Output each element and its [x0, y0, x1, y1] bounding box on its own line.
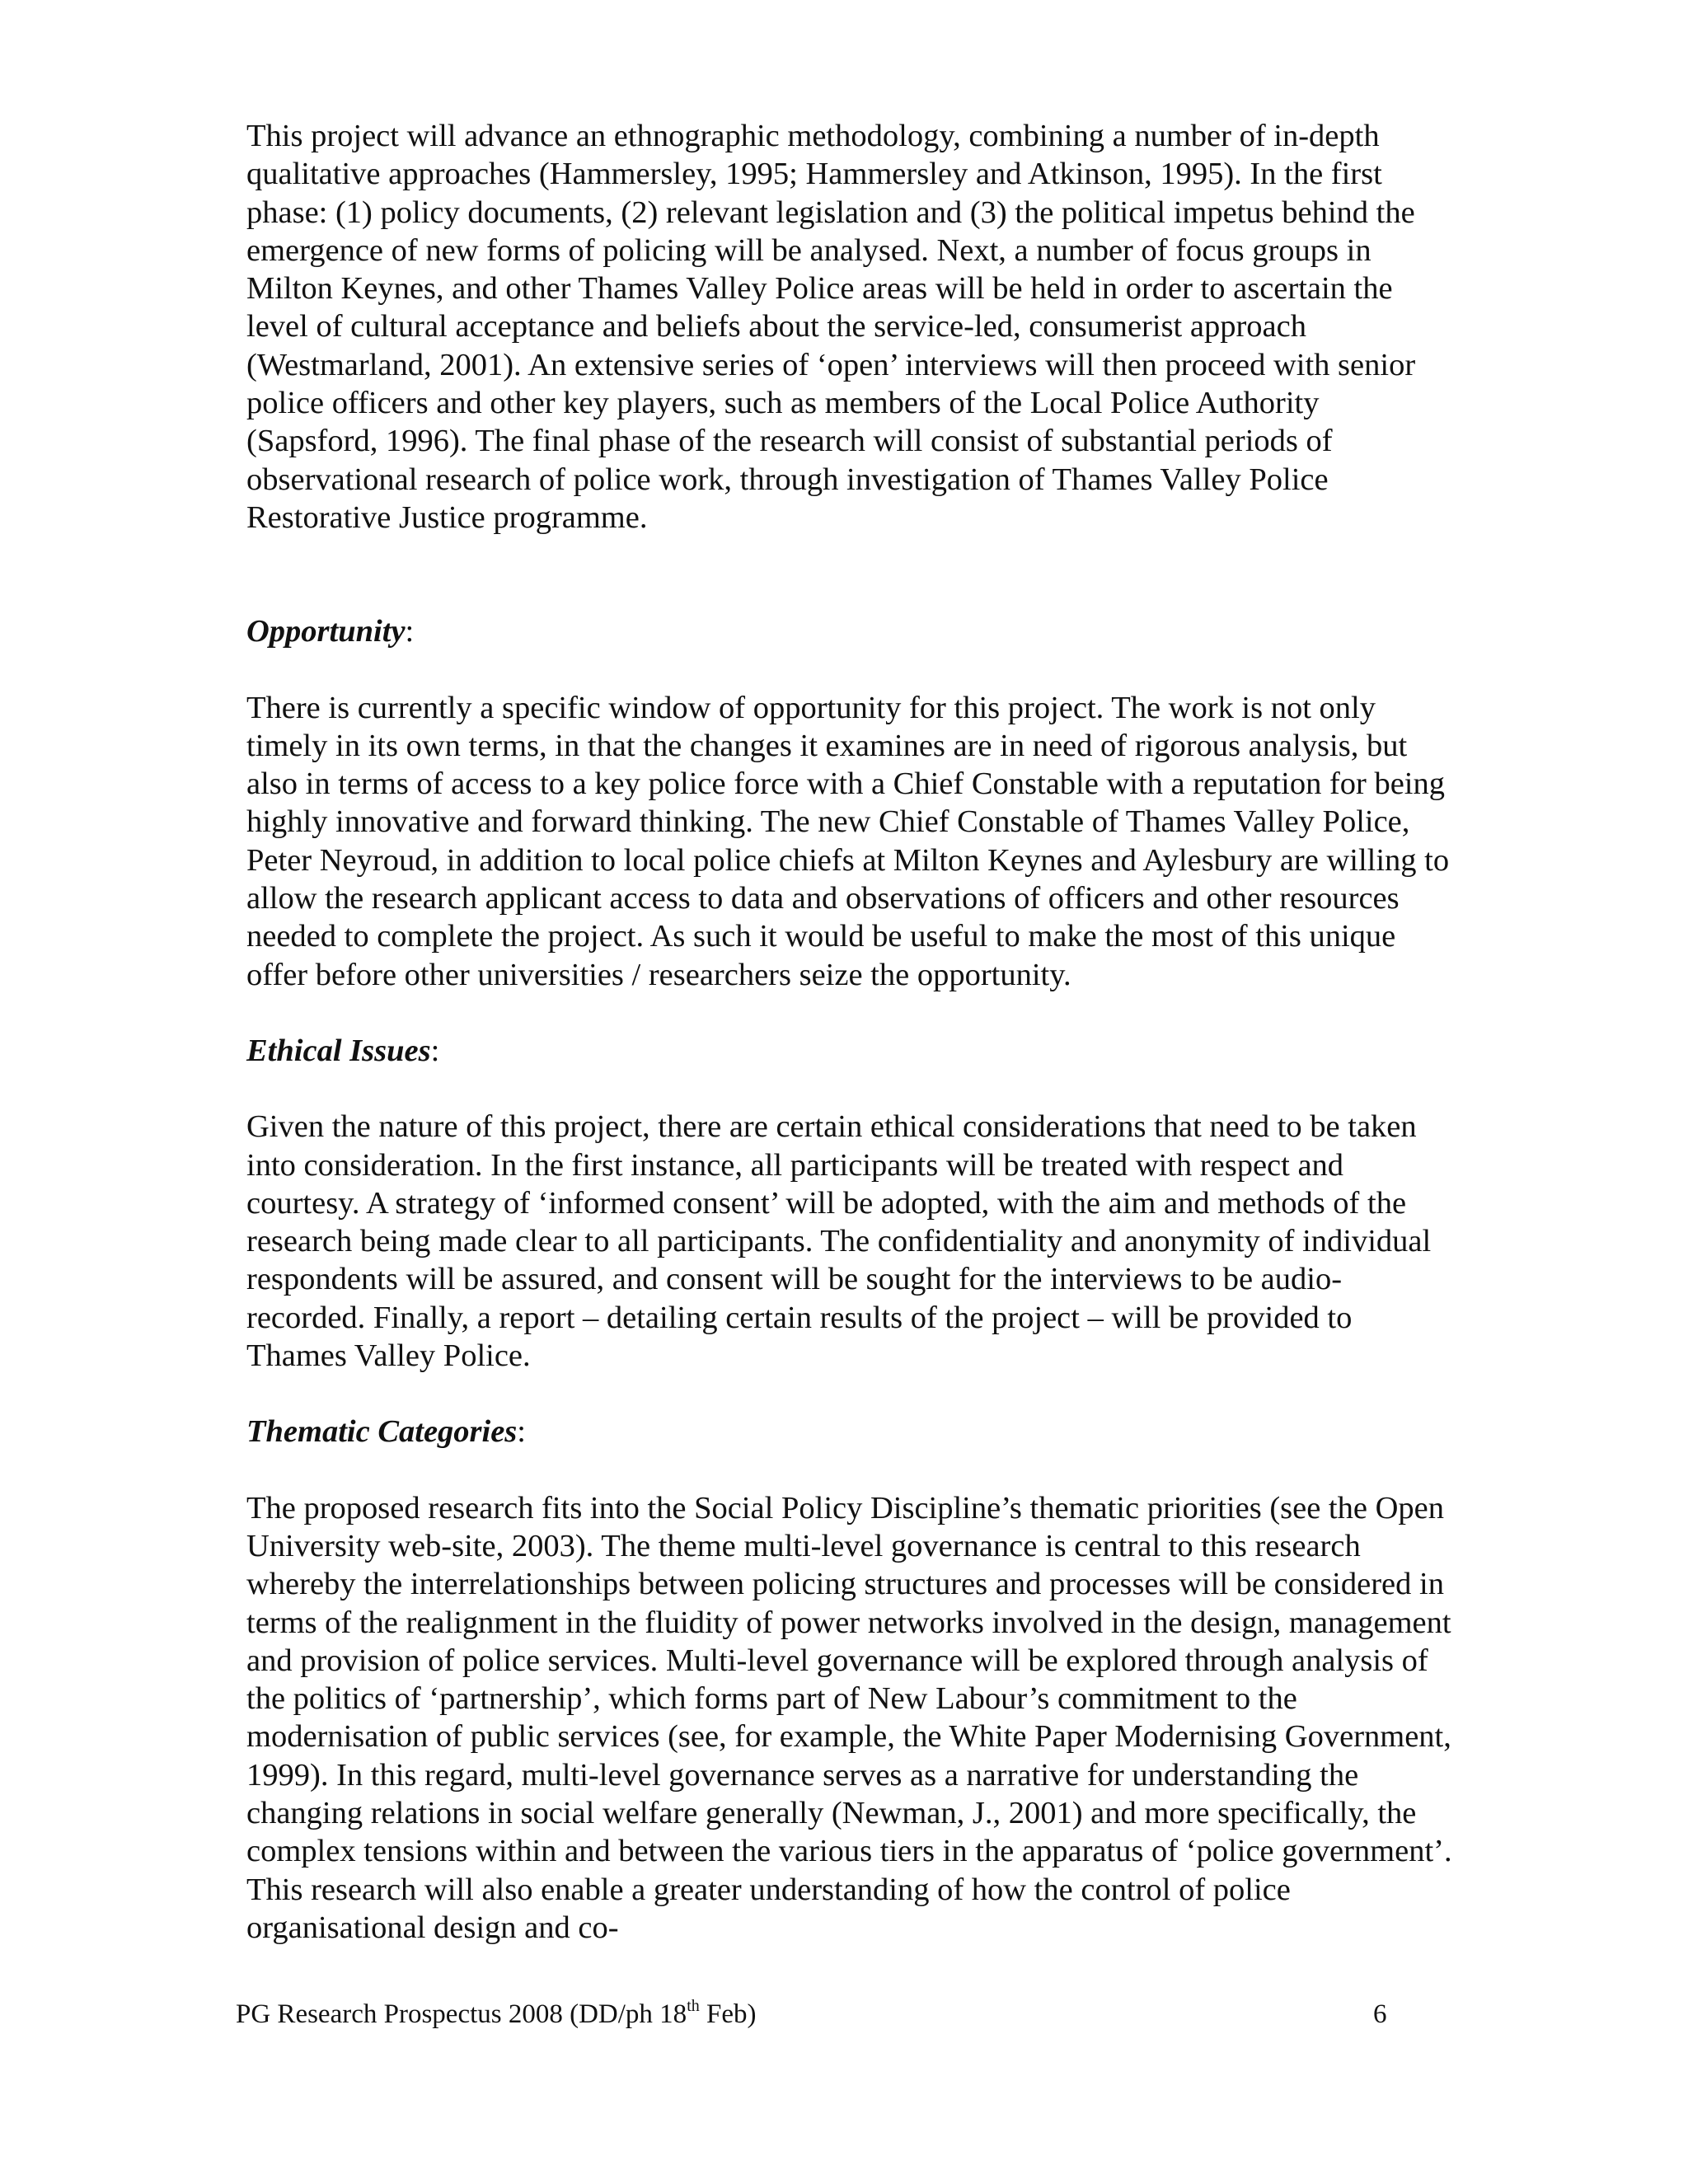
spacer: [246, 1451, 1458, 1489]
document-body: [246, 117, 1458, 1947]
section-heading-opportunity: [246, 612, 1458, 650]
section-heading-ethical-issues: [246, 1032, 1458, 1070]
footer-text-end: Feb): [699, 1999, 757, 2029]
section-heading-colon: :: [405, 614, 415, 649]
footer-text-start: PG Research Prospectus 2008 (DD/ph 18: [236, 1999, 687, 2029]
spacer: [246, 994, 1458, 1032]
section-heading-text: Thematic Categories: [246, 1414, 518, 1450]
section-heading-thematic-categories: [246, 1413, 1458, 1451]
spacer: [246, 1375, 1458, 1413]
section-heading-colon: :: [430, 1033, 440, 1068]
spacer: [246, 1070, 1458, 1108]
page-footer: [236, 1998, 1390, 2031]
spacer: [246, 537, 1458, 612]
section-heading-text: Ethical Issues: [246, 1033, 431, 1068]
section-heading-text: Opportunity: [246, 614, 406, 649]
page-number: 6: [1373, 1999, 1387, 2029]
spacer: [246, 651, 1458, 689]
section-heading-colon: :: [517, 1414, 526, 1450]
section-body-ethical-issues: Given the nature of this project, there are certain ethical considerations that need to be taken into consideration. In the first instance, all participants will be treated with respect and courtesy. A strategy of ‘informed consent’ will be adopted, with the aim and methods of the research being made clear to all participants. The confidentiality and anonymity of individual respondents will be assured, and consent will be sought for the interviews to be audio-recorded. Finally, a report – detailing certain results of the project – will be provided to Thames Valley Police.: [246, 1109, 1432, 1374]
footer-text: [236, 1999, 757, 2029]
section-body-opportunity: There is currently a specific window of opportunity for this project. The work is not only timely in its own terms, in that the changes it examines are in need of rigorous analysis, but also in terms of access to a key police force with a Chief Constable with a reputation for being highly innovative and forward thinking. The new Chief Constable of Thames Valley Police, Peter Neyroud, in addition to local police chiefs at Milton Keynes and Aylesbury are willing to allow the research applicant access to data and observations of officers and other resources needed to complete the project. As such it would be useful to make the most of this unique offer before other universities / researchers seize the opportunity.: [246, 690, 1450, 992]
footer-superscript: th: [687, 1997, 700, 2015]
section-body-thematic-categories: The proposed research fits into the Social Policy Discipline’s thematic priorities (see the Open University web-site, 2003). The theme multi-level governance is central to this research whereby the interrelationships between policing structures and processes will be considered in terms of the realignment in the fluidity of power networks involved in the design, management and provision of police services. Multi-level governance will be explored through analysis of the politics of ‘partnership’, which forms part of New Labour’s commitment to the modernisation of public services (see, for example, the White Paper Modernising Government, 1999). In this regard, multi-level governance serves as a narrative for understanding the changing relations in social welfare generally (Newman, J., 2001) and more specifically, the complex tensions within and between the various tiers in the apparatus of ‘police government’. This research will also enable a greater understanding of how the control of police organisational design and co-: [246, 1490, 1452, 1945]
intro-paragraph: This project will advance an ethnographic methodology, combining a number of in-depth qualitative approaches (Hammersley, 1995; Hammersley and Atkinson, 1995). In the first phase: (1) policy documents, (2) relevant legislation and (3) the political impetus behind the emergence of new forms of policing will be analysed. Next, a number of focus groups in Milton Keynes, and other Thames Valley Police areas will be held in order to ascertain the level of cultural acceptance and beliefs about the service-led, consumerist approach (Westmarland, 2001). An extensive series of ‘open’ interviews will then proceed with senior police officers and other key players, such as members of the Local Police Authority (Sapsford, 1996). The final phase of the research will consist of substantial periods of observational research of police work, through investigation of Thames Valley Police Restorative Justice programme.: [246, 119, 1416, 535]
